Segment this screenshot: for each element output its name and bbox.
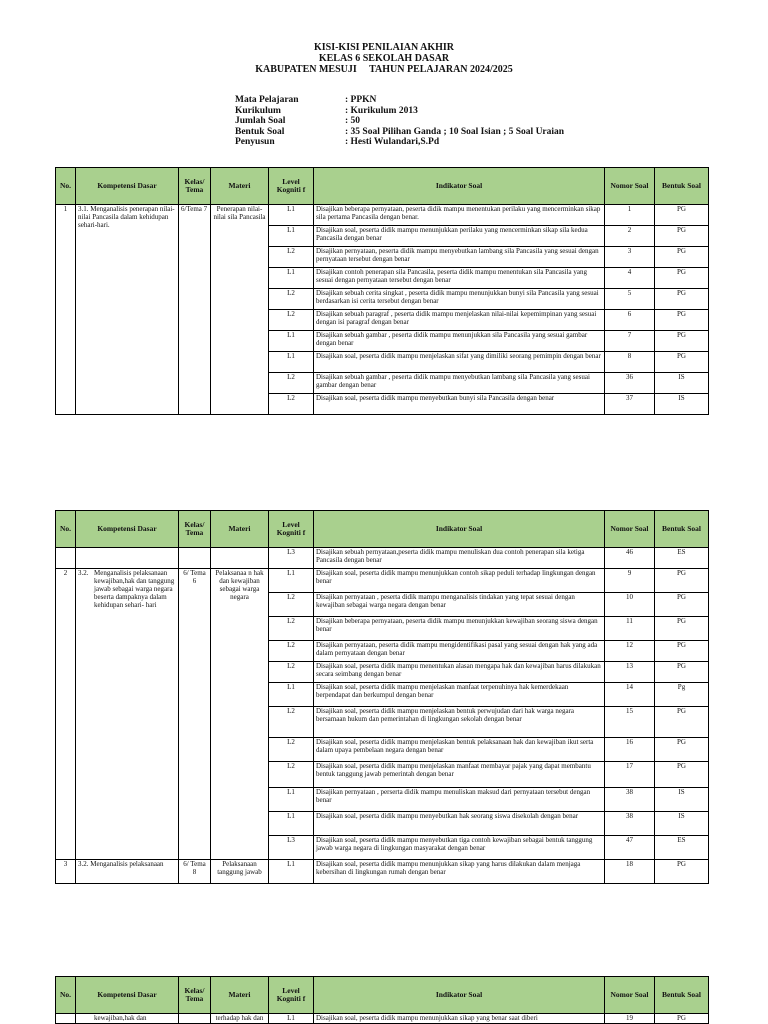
table-row — [56, 1014, 709, 1024]
empty-cell — [76, 548, 179, 569]
indikator-cell: Disajikan soal, peserta didik mampu menyebutkan bunyi sila Pancasila dengan benar — [314, 394, 605, 415]
nomor-cell: 15 — [605, 707, 655, 738]
table-header-row — [56, 511, 709, 548]
col-bentuk-soal: Bentuk Soal — [655, 168, 709, 205]
table-row — [56, 860, 709, 884]
level-cell: L2 — [269, 617, 314, 641]
level-cell: L2 — [269, 707, 314, 738]
kisi-table-3 — [55, 976, 709, 1024]
meta-label: Bentuk Soal — [235, 126, 285, 137]
indikator-cell: Disajikan soal, peserta didik mampu menunjukkan contoh sikap peduli terhadap lingkungan dengan benar — [314, 569, 605, 593]
table-row — [56, 205, 709, 226]
nomor-cell: 4 — [605, 268, 655, 289]
col-indikator-soal: Indikator Soal — [314, 511, 605, 548]
nomor-cell: 11 — [605, 617, 655, 641]
col-indikator-soal: Indikator Soal — [314, 977, 605, 1014]
meta-info — [235, 95, 564, 148]
col-kelas-tema: Kelas/ Tema — [179, 977, 211, 1014]
meta-label: Penyusun — [235, 137, 275, 147]
indikator-cell: Disajikan pernyataan , perserta didik mampu menuliskan maksud dari pernyataan tersebut dengan benar — [314, 788, 605, 812]
nomor-cell: 38 — [605, 812, 655, 836]
table-row — [56, 569, 709, 593]
level-cell: L1 — [269, 788, 314, 812]
level-cell: L1 — [269, 1014, 314, 1024]
col-nomor-soal: Nomor Soal — [605, 511, 655, 548]
empty-cell — [179, 548, 211, 569]
nomor-cell: 38 — [605, 788, 655, 812]
nomor-cell: 16 — [605, 738, 655, 762]
level-cell: L2 — [269, 738, 314, 762]
level-cell: L2 — [269, 394, 314, 415]
indikator-cell: Disajikan pernyataan, peserta didik mampu mengidentifikasi pasal yang sesuai dengan hak yang ada dalam pernyataan dengan benar — [314, 641, 605, 662]
level-cell: L2 — [269, 310, 314, 331]
bentuk-cell: ES — [655, 836, 709, 860]
indikator-cell: Disajikan pernyataan, peserta didik mampu menyebutkan lambang sila Pancasila yang sesuai dengan pernyataan tersebut dengan benar — [314, 247, 605, 268]
document-header — [0, 42, 768, 75]
empty-cell — [179, 1014, 211, 1024]
nomor-cell: 36 — [605, 373, 655, 394]
col-kompetensi-dasar: Kompetensi Dasar — [76, 977, 179, 1014]
meta-value: : Kurikulum 2013 — [345, 105, 418, 116]
bentuk-cell: PG — [655, 762, 709, 788]
bentuk-cell: PG — [655, 641, 709, 662]
level-cell: L2 — [269, 289, 314, 310]
level-cell: L2 — [269, 762, 314, 788]
meta-row — [235, 95, 564, 106]
bentuk-cell: PG — [655, 310, 709, 331]
col-kompetensi-dasar: Kompetensi Dasar — [76, 168, 179, 205]
group-kompetensi — [76, 569, 179, 860]
level-cell: L2 — [269, 247, 314, 268]
level-cell: L1 — [269, 268, 314, 289]
indikator-cell: Disajikan soal, peserta didik mampu menentukan alasan mengapa hak dan kewajiban harus dilakukan secara seimbang dengan benar — [314, 662, 605, 683]
kd-text: Menganalisis pelaksanaan kewajiban,hak dan tanggung jawab sebagai warga negara beserta dampaknya dalam kehidupan sehari- hari — [94, 569, 175, 609]
bentuk-cell: IS — [655, 788, 709, 812]
indikator-cell: Disajikan sebuah gambar , peserta didik mampu menunjukkan sila Pancasila yang sesuai gambar dengan benar — [314, 331, 605, 352]
bentuk-cell: PG — [655, 662, 709, 683]
meta-value: : 50 — [345, 116, 361, 126]
empty-cell — [211, 548, 269, 569]
meta-row — [235, 137, 564, 148]
nomor-cell: 6 — [605, 310, 655, 331]
col-materi: Materi — [211, 511, 269, 548]
col-level-kognitif: Level Kogniti f — [269, 511, 314, 548]
bentuk-cell: PG — [655, 593, 709, 617]
group-kelas: 6/Tema 7 — [179, 205, 211, 415]
header-title: KISI-KISI PENILAIAN AKHIR — [313, 42, 455, 53]
bentuk-cell: PG — [655, 331, 709, 352]
table-row — [56, 548, 709, 569]
kisi-table-2 — [55, 510, 709, 884]
col-bentuk-soal: Bentuk Soal — [655, 977, 709, 1014]
bentuk-cell: ES — [655, 548, 709, 569]
indikator-cell: Disajikan soal, peserta didik mampu menunjukkan perilaku yang mencerminkan sikap sila kedua Pancasila dengan benar — [314, 226, 605, 247]
nomor-cell: 8 — [605, 352, 655, 373]
meta-row — [235, 127, 564, 138]
group-no: 2 — [56, 569, 76, 860]
meta-label: Kurikulum — [235, 105, 281, 116]
nomor-cell: 18 — [605, 860, 655, 884]
empty-cell — [56, 1014, 76, 1024]
header-subtitle: KELAS 6 SEKOLAH DASAR — [318, 53, 450, 64]
indikator-cell: Disajikan soal, peserta didik mampu menjelaskan bentuk perwujudan dari hak warga negara bersamaan hukum dan pemerintahan di lingkungan sekolah dengan benar — [314, 707, 605, 738]
nomor-cell: 46 — [605, 548, 655, 569]
group-no: 3 — [56, 860, 76, 884]
bentuk-cell: PG — [655, 1014, 709, 1024]
nomor-cell: 9 — [605, 569, 655, 593]
group-kompetensi: kewajiban,hak dan — [76, 1014, 179, 1024]
col-kelas-tema: Kelas/ Tema — [179, 168, 211, 205]
table-header-row — [56, 977, 709, 1014]
indikator-cell: Disajikan soal, peserta didik mampu menjelaskan bentuk pelaksanaan hak dan kewajiban ikut serta dalam upaya pembelaan negara dengan benar — [314, 738, 605, 762]
group-kelas: 6/ Tema 6 — [179, 569, 211, 860]
bentuk-cell: PG — [655, 247, 709, 268]
meta-value: : PPKN — [345, 95, 377, 105]
nomor-cell: 12 — [605, 641, 655, 662]
nomor-cell: 13 — [605, 662, 655, 683]
level-cell: L1 — [269, 331, 314, 352]
level-cell: L1 — [269, 860, 314, 884]
col-materi: Materi — [211, 977, 269, 1014]
level-cell: L1 — [269, 569, 314, 593]
meta-label: Mata Pelajaran — [235, 95, 299, 105]
col-nomor-soal: Nomor Soal — [605, 168, 655, 205]
nomor-cell: 7 — [605, 331, 655, 352]
group-kompetensi: 3.1. Menganalisis penerapan nilai- nilai Pancasila dalam kehidupan sehari-hari. — [76, 205, 179, 415]
bentuk-cell: PG — [655, 707, 709, 738]
level-cell: L1 — [269, 352, 314, 373]
meta-row — [235, 116, 564, 127]
level-cell: L2 — [269, 593, 314, 617]
level-cell: L2 — [269, 373, 314, 394]
group-kelas: 6/ Tema 8 — [179, 860, 211, 884]
indikator-cell: Disajikan pernyataan , peserta didik mampu menganalisis tindakan yang tepat sesuai dengan kewajiban sebagai warga negara dengan benar — [314, 593, 605, 617]
empty-cell — [56, 548, 76, 569]
bentuk-cell: PG — [655, 860, 709, 884]
bentuk-cell: PG — [655, 569, 709, 593]
nomor-cell: 3 — [605, 247, 655, 268]
col-level-kognitif: Level Kogniti f — [269, 977, 314, 1014]
level-cell: L3 — [269, 836, 314, 860]
indikator-cell: Disajikan beberapa pernyataan, peserta didik mampu menentukan perilaku yang mencerminkan sikap sila pertama Pancasila dengan benar. — [314, 205, 605, 226]
indikator-cell: Disajikan contoh penerapan sila Pancasila, peserta didik mampu menentukan sila Pancasila yang sesuai dengan pernyataan tersebut dengan benar — [314, 268, 605, 289]
nomor-cell: 1 — [605, 205, 655, 226]
col-no: No. — [56, 168, 76, 205]
level-cell: L1 — [269, 812, 314, 836]
header-region-year: KABUPATEN MESUJI TAHUN PELAJARAN 2024/2025 — [255, 64, 513, 75]
nomor-cell: 14 — [605, 683, 655, 707]
indikator-cell: Disajikan sebuah paragraf , peserta didik mampu menjelaskan nilai-nilai kepemimpinan yang sesuai dengan isi paragraf dengan benar — [314, 310, 605, 331]
meta-value: : 35 Soal Pilihan Ganda ; 10 Soal Isian ; 5 Soal Uraian — [345, 126, 565, 137]
indikator-cell: Disajikan soal, peserta didik mampu menyebutkan hak seorang siswa disekolah dengan benar — [314, 812, 605, 836]
nomor-cell: 19 — [605, 1014, 655, 1024]
indikator-cell: Disajikan sebuah gambar , peserta didik mampu menyebutkan lambang sila Pancasila yang sesuai gambar dengan benar — [314, 373, 605, 394]
indikator-cell: Disajikan soal, peserta didik mampu menunjukkan sikap yang benar saat diberi — [314, 1014, 605, 1024]
kd-number: 3.2. — [78, 569, 89, 577]
indikator-cell: Disajikan soal, peserta didik mampu menjelaskan manfaat terpenuhinya hak kemerdekaan berpendapat dan berkumpul dengan benar — [314, 683, 605, 707]
col-nomor-soal: Nomor Soal — [605, 977, 655, 1014]
bentuk-cell: Pg — [655, 683, 709, 707]
bentuk-cell: PG — [655, 268, 709, 289]
bentuk-cell: IS — [655, 812, 709, 836]
level-cell: L3 — [269, 548, 314, 569]
group-materi: Pelaksanaa n hak dan kewajiban sebagai warga negara — [211, 569, 269, 860]
group-materi: Penerapan nilai-nilai sila Pancasila — [211, 205, 269, 415]
indikator-cell: Disajikan sebuah pernyataan,peserta didik mampu menuliskan dua contoh penerapan sila ketiga Pancasila dengan benar — [314, 548, 605, 569]
group-no: 1 — [56, 205, 76, 415]
col-bentuk-soal: Bentuk Soal — [655, 511, 709, 548]
indikator-cell: Disajikan sebuah cerita singkat , peserta didik mampu menunjukkan bunyi sila Pancasila yang sesuai berdasarkan isi cerita tersebut dengan benar — [314, 289, 605, 310]
nomor-cell: 17 — [605, 762, 655, 788]
level-cell: L1 — [269, 683, 314, 707]
col-kelas-tema: Kelas/ Tema — [179, 511, 211, 548]
group-materi: terhadap hak dan — [211, 1014, 269, 1024]
kisi-table-1 — [55, 167, 709, 415]
col-no: No. — [56, 977, 76, 1014]
indikator-cell: Disajikan soal, peserta didik mampu menunjukkan sikap yang harus dilakukan dalam menjaga kebersihan di lingkungan rumah dengan benar — [314, 860, 605, 884]
meta-row — [235, 106, 564, 117]
nomor-cell: 2 — [605, 226, 655, 247]
indikator-cell: Disajikan beberapa pernyataan, peserta didik mampu menunjukkan kewajiban seorang siswa dengan benar — [314, 617, 605, 641]
meta-value: : Hesti Wulandari,S.Pd — [345, 137, 440, 147]
nomor-cell: 37 — [605, 394, 655, 415]
col-level-kognitif: Level Kogniti f — [269, 168, 314, 205]
group-kompetensi: 3.2. Menganalisis pelaksanaan — [76, 860, 179, 884]
level-cell: L1 — [269, 205, 314, 226]
col-no: No. — [56, 511, 76, 548]
col-materi: Materi — [211, 168, 269, 205]
nomor-cell: 10 — [605, 593, 655, 617]
indikator-cell: Disajikan soal, peserta didik mampu menjelaskan sifat yang dimiliki seorang pemimpin dengan benar — [314, 352, 605, 373]
level-cell: L2 — [269, 641, 314, 662]
bentuk-cell: PG — [655, 617, 709, 641]
nomor-cell: 5 — [605, 289, 655, 310]
group-materi: Pelaksanaan tanggung jawab — [211, 860, 269, 884]
level-cell: L1 — [269, 226, 314, 247]
col-kompetensi-dasar: Kompetensi Dasar — [76, 511, 179, 548]
bentuk-cell: PG — [655, 352, 709, 373]
bentuk-cell: PG — [655, 738, 709, 762]
col-indikator-soal: Indikator Soal — [314, 168, 605, 205]
bentuk-cell: PG — [655, 226, 709, 247]
bentuk-cell: PG — [655, 205, 709, 226]
table-header-row — [56, 168, 709, 205]
bentuk-cell: IS — [655, 394, 709, 415]
bentuk-cell: IS — [655, 373, 709, 394]
indikator-cell: Disajikan soal, peserta didik mampu menjelaskan manfaat membayar pajak yang dapat membantu bentuk tanggung jawab pemerintah dengan benar — [314, 762, 605, 788]
meta-label: Jumlah Soal — [235, 116, 286, 126]
bentuk-cell: PG — [655, 289, 709, 310]
level-cell: L2 — [269, 662, 314, 683]
nomor-cell: 47 — [605, 836, 655, 860]
indikator-cell: Disajikan soal, peserta didik mampu menyebutkan tiga contoh kewajiban sebagai bentuk tanggung jawab warga negara di lingkungan masyarakat dengan benar — [314, 836, 605, 860]
